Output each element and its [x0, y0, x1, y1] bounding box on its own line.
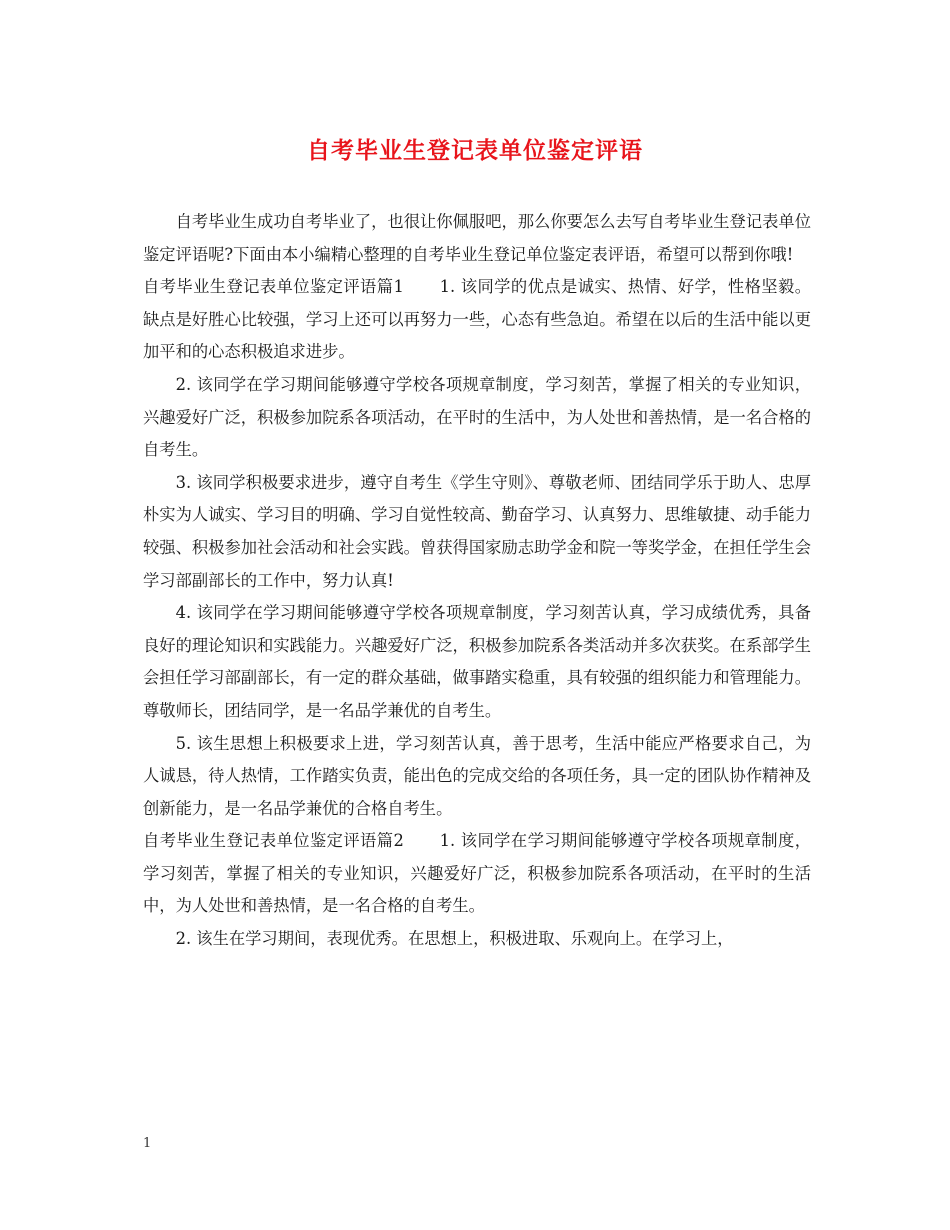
section-2-paragraph: [143, 825, 811, 923]
document-body: [143, 206, 811, 956]
section-1-item-3: 3. 该同学积极要求进步，遵守自考生《学生守则》、尊敬老师、团结同学乐于助人、忠厚朴实为人诚实、学习目的明确、学习自觉性较高、勤奋学习、认真努力、思维敏捷、动手能力较强、积极参加社会活动和社会实践。曾获得国家励志助学金和院一等奖学金，在担任学生会学习部副部长的工作中，努力认真!: [143, 472, 811, 590]
page-number: 1: [143, 1136, 152, 1151]
section-1-heading: 自考毕业生登记表单位鉴定评语篇1: [143, 277, 404, 297]
section-1-item-2: 2. 该同学在学习期间能够遵守学校各项规章制度，学习刻苦，掌握了相关的专业知识，兴趣爱好广泛，积极参加院系各项活动，在平时的生活中，为人处世和善热情，是一名合格的自考生。: [143, 374, 811, 460]
section-1-item-4: 4. 该同学在学习期间能够遵守学校各项规章制度，学习刻苦认真，学习成绩优秀，具备良好的理论知识和实践能力。兴趣爱好广泛，积极参加院系各类活动并多次获奖。在系部学生会担任学习部副部长，有一定的群众基础，做事踏实稳重，具有较强的组织能力和管理能力。尊敬师长，团结同学，是一名品学兼优的自考生。: [143, 603, 811, 720]
section-2-heading: 自考毕业生登记表单位鉴定评语篇2: [143, 831, 404, 851]
section-2-item-2: 2. 该生在学习期间，表现优秀。在思想上，积极进取、乐观向上。在学习上，: [175, 929, 734, 949]
intro-paragraph: 自考毕业生成功自考毕业了，也很让你佩服吧，那么你要怎么去写自考毕业生登记表单位鉴定评语呢?下面由本小编精心整理的自考毕业生登记单位鉴定表评语，希望可以帮到你哦!: [143, 212, 811, 264]
section-1-paragraph: [143, 271, 811, 369]
section-1-item-1: 1. 该同学的优点是诚实、热情、好学，性格坚毅。缺点是好胜心比较强，学习上还可以再努力一些，心态有些急迫。希望在以后的生活中能以更加平和的心态积极追求进步。: [143, 277, 811, 362]
document-title: 自考毕业生登记表单位鉴定评语: [307, 137, 643, 164]
section-1-item-5: 5. 该生思想上积极要求上进，学习刻苦认真，善于思考，生活中能应严格要求自己，为人诚恳，待人热情，工作踏实负责，能出色的完成交给的各项任务，具一定的团队协作精神及创新能力，是一名品学兼优的合格自考生。: [143, 733, 811, 818]
section-2-item-1: 1. 该同学在学习期间能够遵守学校各项规章制度，学习刻苦，掌握了相关的专业知识，兴趣爱好广泛，积极参加院系各项活动，在平时的生活中，为人处世和善热情，是一名合格的自考生。: [143, 831, 811, 916]
